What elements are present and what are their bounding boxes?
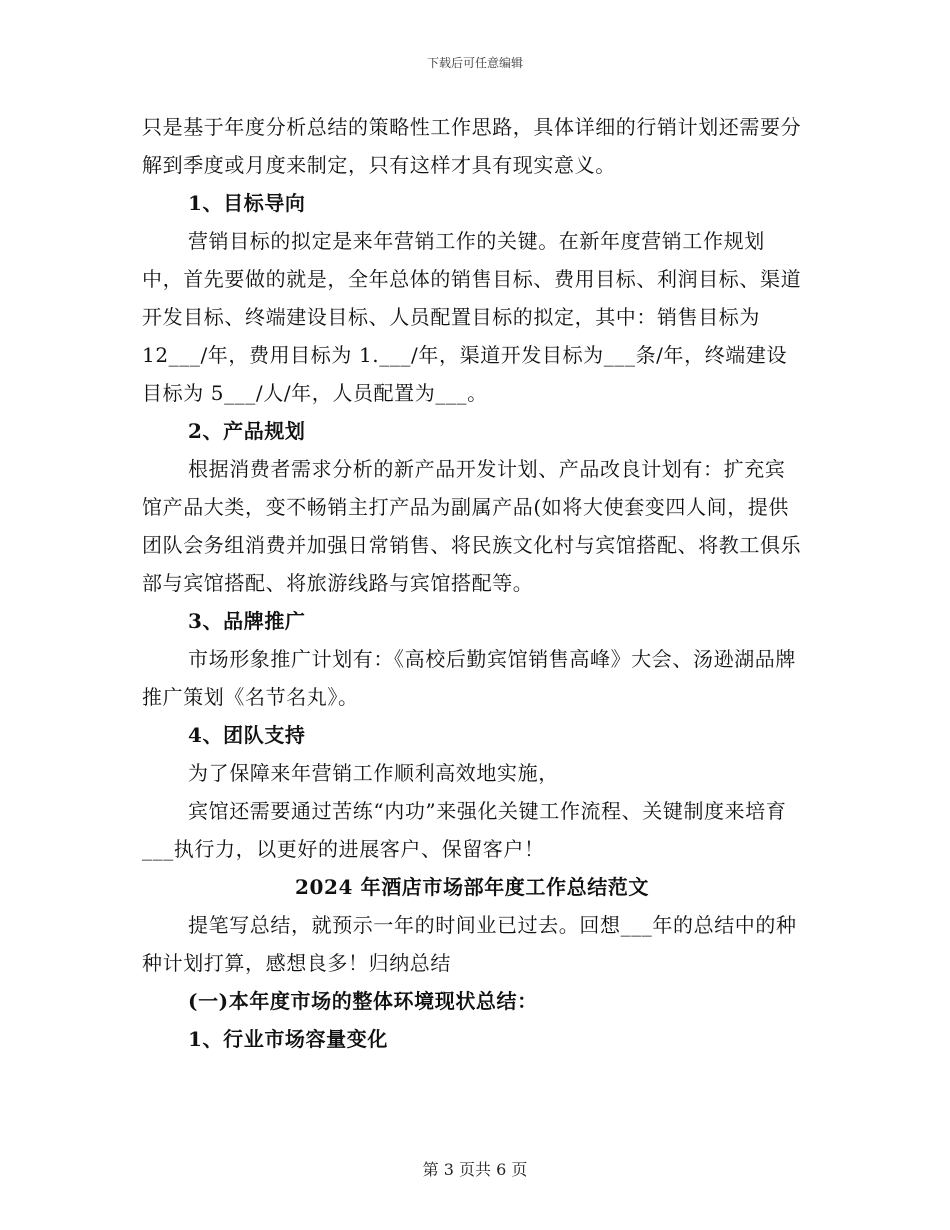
paragraph-7: 提笔写总结，就预示一年的时间业已过去。回想___年的总结中的种种计划打算，感想良多！归纳总结: [142, 913, 797, 975]
section-title: 2024 年酒店市场部年度工作总结范文: [294, 875, 650, 899]
page-header: 下载后可任意编辑: [426, 56, 523, 70]
heading-brand-promotion: 3、品牌推广: [188, 609, 306, 633]
heading-market-capacity: 1、行业市场容量变化: [188, 1027, 388, 1051]
page-footer: 第 3 页共 6 页: [422, 1160, 528, 1179]
heading-market-environment: (一)本年度市场的整体环境现状总结：: [188, 989, 538, 1013]
paragraph-2: 营销目标的拟定是来年营销工作的关键。在新年度营销工作规划中，首先要做的就是，全年总体的销售目标、费用目标、利润目标、渠道开发目标、终端建设目标、人员配置目标的拟定，其中：销售目标为 12___/年，费用目标为 1.___/年，渠道开发目标为___条/年，终端建设目标为 5___/人/年，人员配置为___。: [142, 229, 802, 405]
paragraph-6: 宾馆还需要通过苦练“内功”来强化关键工作流程、关键制度来培育___执行力，以更好的进展客户、保留客户！: [142, 799, 787, 861]
paragraph-3: 根据消费者需求分析的新产品开发计划、产品改良计划有：扩充宾馆产品大类，变不畅销主打产品为副属产品(如将大使套变四人间，提供团队会务组消费并加强日常销售、将民族文化村与宾馆搭配、将教工俱乐部与宾馆搭配、将旅游线路与宾馆搭配等。: [142, 457, 802, 595]
heading-goal-orientation: 1、目标导向: [188, 191, 306, 215]
heading-team-support: 4、团队支持: [188, 723, 306, 747]
paragraph-5: 为了保障来年营销工作顺利高效地实施，: [188, 761, 559, 785]
document-body: [142, 108, 802, 1058]
heading-product-planning: 2、产品规划: [188, 419, 306, 443]
paragraph-1: 只是基于年度分析总结的策略性工作思路，具体详细的行销计划还需要分解到季度或月度来制定，只有这样才具有现实意义。: [142, 115, 802, 177]
paragraph-4: 市场形象推广计划有：《高校后勤宾馆销售高峰》大会、汤逊湖品牌推广策划《名节名丸》。: [142, 647, 796, 709]
